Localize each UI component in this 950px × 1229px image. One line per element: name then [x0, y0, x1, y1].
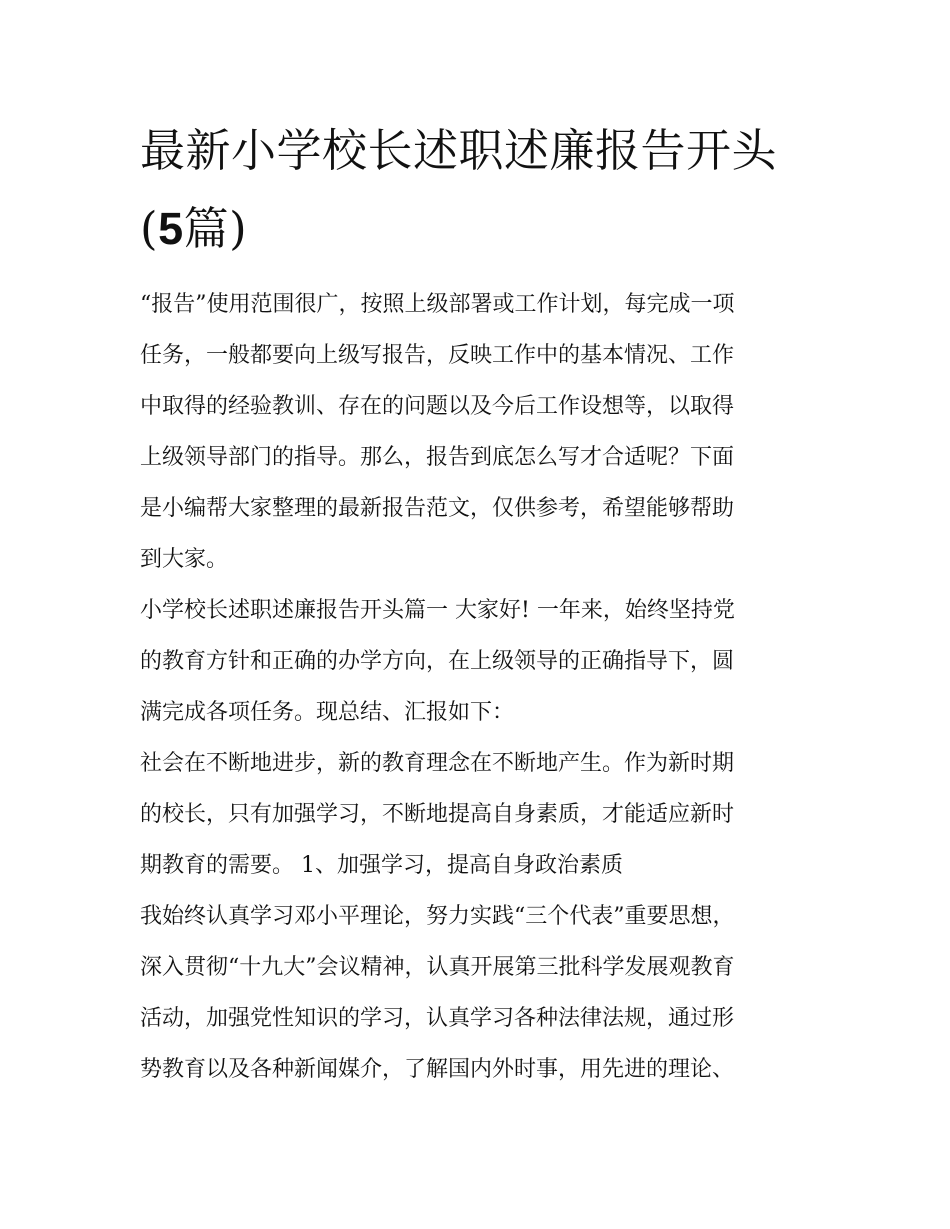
body-line: 我始终认真学习邓小平理论，努力实践“三个代表”重要思想，: [140, 904, 735, 929]
body-line: 到大家。: [140, 547, 229, 572]
body-line: 满完成各项任务。现总结、汇报如下：: [140, 700, 515, 725]
body-line: 势教育以及各种新闻媒介，了解国内外时事，用先进的理论、: [140, 1057, 735, 1082]
body-line: 中取得的经验教训、存在的问题以及今后工作设想等，以取得: [140, 394, 735, 419]
body-line: 深入贯彻“十九大”会议精神，认真开展第三批科学发展观教育: [140, 955, 735, 980]
body-line: 活动，加强党性知识的学习，认真学习各种法律法规，通过形: [140, 1006, 735, 1031]
body-line: 的教育方针和正确的办学方向，在上级领导的正确指导下，圆: [140, 649, 735, 674]
body-line: 任务，一般都要向上级写报告，反映工作中的基本情况、工作: [140, 343, 735, 368]
body-line: 小学校长述职述廉报告开头篇一 大家好! 一年来，始终坚持党: [140, 598, 735, 623]
title-text: 最新小学校长述职述廉报告开头(: [140, 124, 778, 255]
body-line: 是小编帮大家整理的最新报告范文，仅供参考，希望能够帮助: [140, 496, 735, 521]
document-title: [140, 112, 820, 268]
body-line: “报告”使用范围很广，按照上级部署或工作计划，每完成一项: [140, 292, 735, 317]
title-text-end: 篇): [183, 202, 248, 255]
document-body: [140, 279, 820, 1095]
body-line: 的校长，只有加强学习，不断地提高自身素质，才能适应新时: [140, 802, 735, 827]
body-line: 社会在不断地进步，新的教育理念在不断地产生。作为新时期: [140, 751, 735, 776]
title-count: 5: [158, 203, 184, 254]
body-line: 上级领导部门的指导。那么，报告到底怎么写才合适呢？下面: [140, 445, 735, 470]
body-line: 期教育的需要。 1、加强学习，提高自身政治素质: [140, 853, 623, 878]
